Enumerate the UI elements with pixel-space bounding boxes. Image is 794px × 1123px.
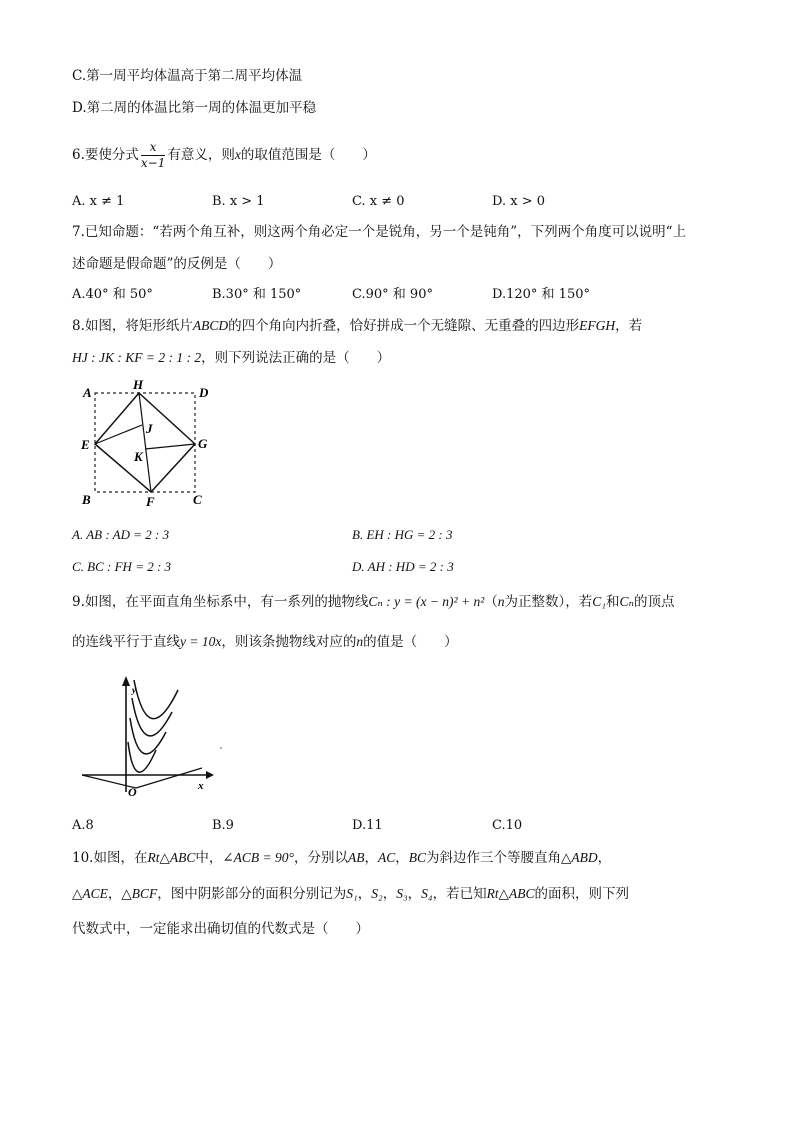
q10-comma-4: ， — [107, 886, 122, 902]
q8-label-e: E — [81, 437, 90, 452]
q10-comma-1: ， — [364, 850, 378, 866]
q10-rt-abc: Rt△ABC — [147, 850, 196, 865]
q10-text-c: ，分别以 — [293, 850, 348, 866]
q10-comma-5: ， — [357, 886, 372, 902]
q6-fraction-denominator: x−1 — [140, 156, 166, 170]
q8-label-h: H — [133, 377, 144, 392]
q8-text-c: ，若 — [615, 318, 643, 334]
q6-option-a: A. x ≠ 1 — [72, 194, 125, 209]
q10-comma-6: ， — [382, 886, 397, 902]
q9-option-b: B.9 — [212, 818, 234, 833]
q9-stem-line2 — [72, 632, 458, 652]
q6-fraction-numerator: x — [141, 140, 165, 156]
q9-cn: Cₙ — [619, 594, 634, 609]
q6-middle: 有意义，则 — [167, 147, 235, 163]
q8-label-j: J — [146, 421, 153, 436]
q9-y-arrow — [122, 676, 130, 686]
q6-option-b: B. x > 1 — [212, 194, 265, 209]
q6-option-d: D. x > 0 — [492, 194, 545, 209]
q9-n2: n — [356, 634, 364, 649]
q8-label-k: K — [134, 449, 143, 464]
q8-label-d: D — [199, 385, 209, 400]
q10-s2: S₂ — [371, 886, 383, 901]
q7-option-c: C.90° 和 90° — [352, 287, 433, 302]
q10-stem-line3: 代数式中，一定能求出确切值的代数式是（ ） — [72, 921, 369, 937]
q8-line-gk — [145, 444, 195, 449]
q8-ratio: HJ : JK : KF = 2 : 1 : 2 — [72, 350, 202, 365]
q6-prefix: 6.要使分式 — [72, 147, 139, 163]
q9-stray-dot — [220, 747, 222, 749]
q10-ac: AC — [377, 850, 396, 865]
q7-option-b: B.30° 和 150° — [212, 287, 302, 302]
q8-text-d: ，则下列说法正确的是（ ） — [201, 350, 391, 366]
q8-option-b: B. EH : HG = 2 : 3 — [352, 527, 453, 542]
q5-option-d: D.第二周的体温比第一周的体温更加平稳 — [72, 100, 317, 116]
q10-rt-abc-2: Rt△ABC — [486, 886, 535, 901]
q7-option-a: A.40° 和 50° — [72, 287, 153, 302]
q9-label-o: O — [128, 785, 137, 799]
q10-stem-line2 — [72, 884, 629, 904]
q8-label-b: B — [82, 492, 91, 507]
q6-stem — [72, 140, 376, 171]
q7-option-d: D.120° 和 150° — [492, 287, 590, 302]
q10-s3: S₃ — [396, 886, 408, 901]
q9-option-a: A.8 — [72, 818, 94, 833]
q10-text-g: 的面积，则下列 — [534, 886, 629, 902]
q10-comma-3: ， — [597, 850, 612, 866]
q8-text-a: 8.如图，将矩形纸片 — [72, 318, 193, 334]
q8-label-g: G — [198, 436, 208, 451]
q9-and: 和 — [605, 594, 620, 610]
q10-text-f: ，若已知 — [432, 886, 487, 902]
q8-option-d: D. AH : HD = 2 : 3 — [352, 559, 454, 574]
q10-bc: BC — [408, 850, 426, 865]
q9-c1: C₁ — [592, 594, 606, 609]
q9-text-e: 的连线平行于直线 — [72, 634, 180, 650]
q5-option-c: C.第一周平均体温高于第二周平均体温 — [72, 68, 303, 84]
q10-text-d: 为斜边作三个等腰直角 — [425, 850, 561, 866]
q8-text-b: 的四个角向内折叠，恰好拼成一个无缝隙、无重叠的四边形 — [228, 318, 580, 334]
q8-label-c: C — [193, 492, 202, 507]
q8-option-c: C. BC : FH = 2 : 3 — [72, 559, 172, 574]
q9-text-b: （ — [484, 594, 498, 610]
q9-n: n — [497, 594, 505, 609]
q9-parabola-eq: Cₙ : y = (x − n)² + n² — [368, 594, 485, 609]
q6-option-c: C. x ≠ 0 — [352, 194, 405, 209]
q6-var: x — [234, 147, 241, 162]
q8-efgh: EFGH — [579, 318, 616, 333]
q9-label-x: x — [198, 780, 204, 792]
q8-abcd: ABCD — [192, 318, 229, 333]
q9-line-eq: y = 10x — [180, 634, 222, 649]
q9-vertex-line-right — [136, 768, 202, 788]
q9-text-c: 为正整数），若 — [504, 594, 593, 610]
q8-stem-line2 — [72, 348, 390, 368]
q9-option-d: D.11 — [352, 818, 383, 833]
q10-comma-7: ， — [407, 886, 422, 902]
q9-stem-line1 — [72, 592, 674, 612]
q9-text-f: ，则该条抛物线对应的 — [221, 634, 357, 650]
q10-text-b: 中， — [195, 850, 223, 866]
q8-line-ej — [95, 425, 142, 444]
q8-stem-line1 — [72, 316, 642, 336]
q10-stem-line1 — [72, 848, 611, 868]
q10-text-a: 10.如图，在 — [72, 850, 148, 866]
q8-figure — [78, 376, 218, 510]
q9-text-g: 的值是（ ） — [363, 634, 458, 650]
q6-suffix: 的取值范围是（ ） — [240, 147, 376, 163]
q10-comma-2: ， — [395, 850, 409, 866]
q9-x-arrow — [206, 771, 214, 779]
q9-text-a: 9.如图，在平面直角坐标系中，有一系列的抛物线 — [72, 594, 369, 610]
q9-figure — [80, 672, 230, 802]
q9-option-c: C.10 — [492, 818, 523, 833]
q10-s1: S₁ — [346, 886, 358, 901]
q9-label-y: y — [132, 685, 136, 695]
q10-ace: △ACE — [72, 886, 108, 901]
q10-abd: △ABD — [560, 850, 598, 865]
q9-parabola-1 — [128, 742, 156, 772]
q9-text-d: 的顶点 — [633, 594, 675, 610]
q7-stem-line1: 7.已知命题：“若两个角互补，则这两个角必定一个是锐角，另一个是钝角”，下列两个角度可以说明“上 — [72, 224, 687, 240]
q10-s4: S₄ — [421, 886, 433, 901]
q10-angle: ∠ACB = 90° — [222, 850, 294, 865]
q8-label-a: A — [83, 385, 92, 400]
q8-label-f: F — [146, 494, 155, 509]
q8-line-hf — [139, 393, 151, 492]
q7-stem-line2: 述命题是假命题”的反例是（ ） — [72, 256, 282, 272]
q6-fraction — [141, 140, 165, 171]
q10-bcf: △BCF — [121, 886, 158, 901]
q10-ab: AB — [347, 850, 365, 865]
q8-option-a: A. AB : AD = 2 : 3 — [72, 527, 170, 542]
q10-text-e: ，图中阴影部分的面积分别记为 — [157, 886, 347, 902]
q9-parabola-3 — [132, 698, 172, 736]
